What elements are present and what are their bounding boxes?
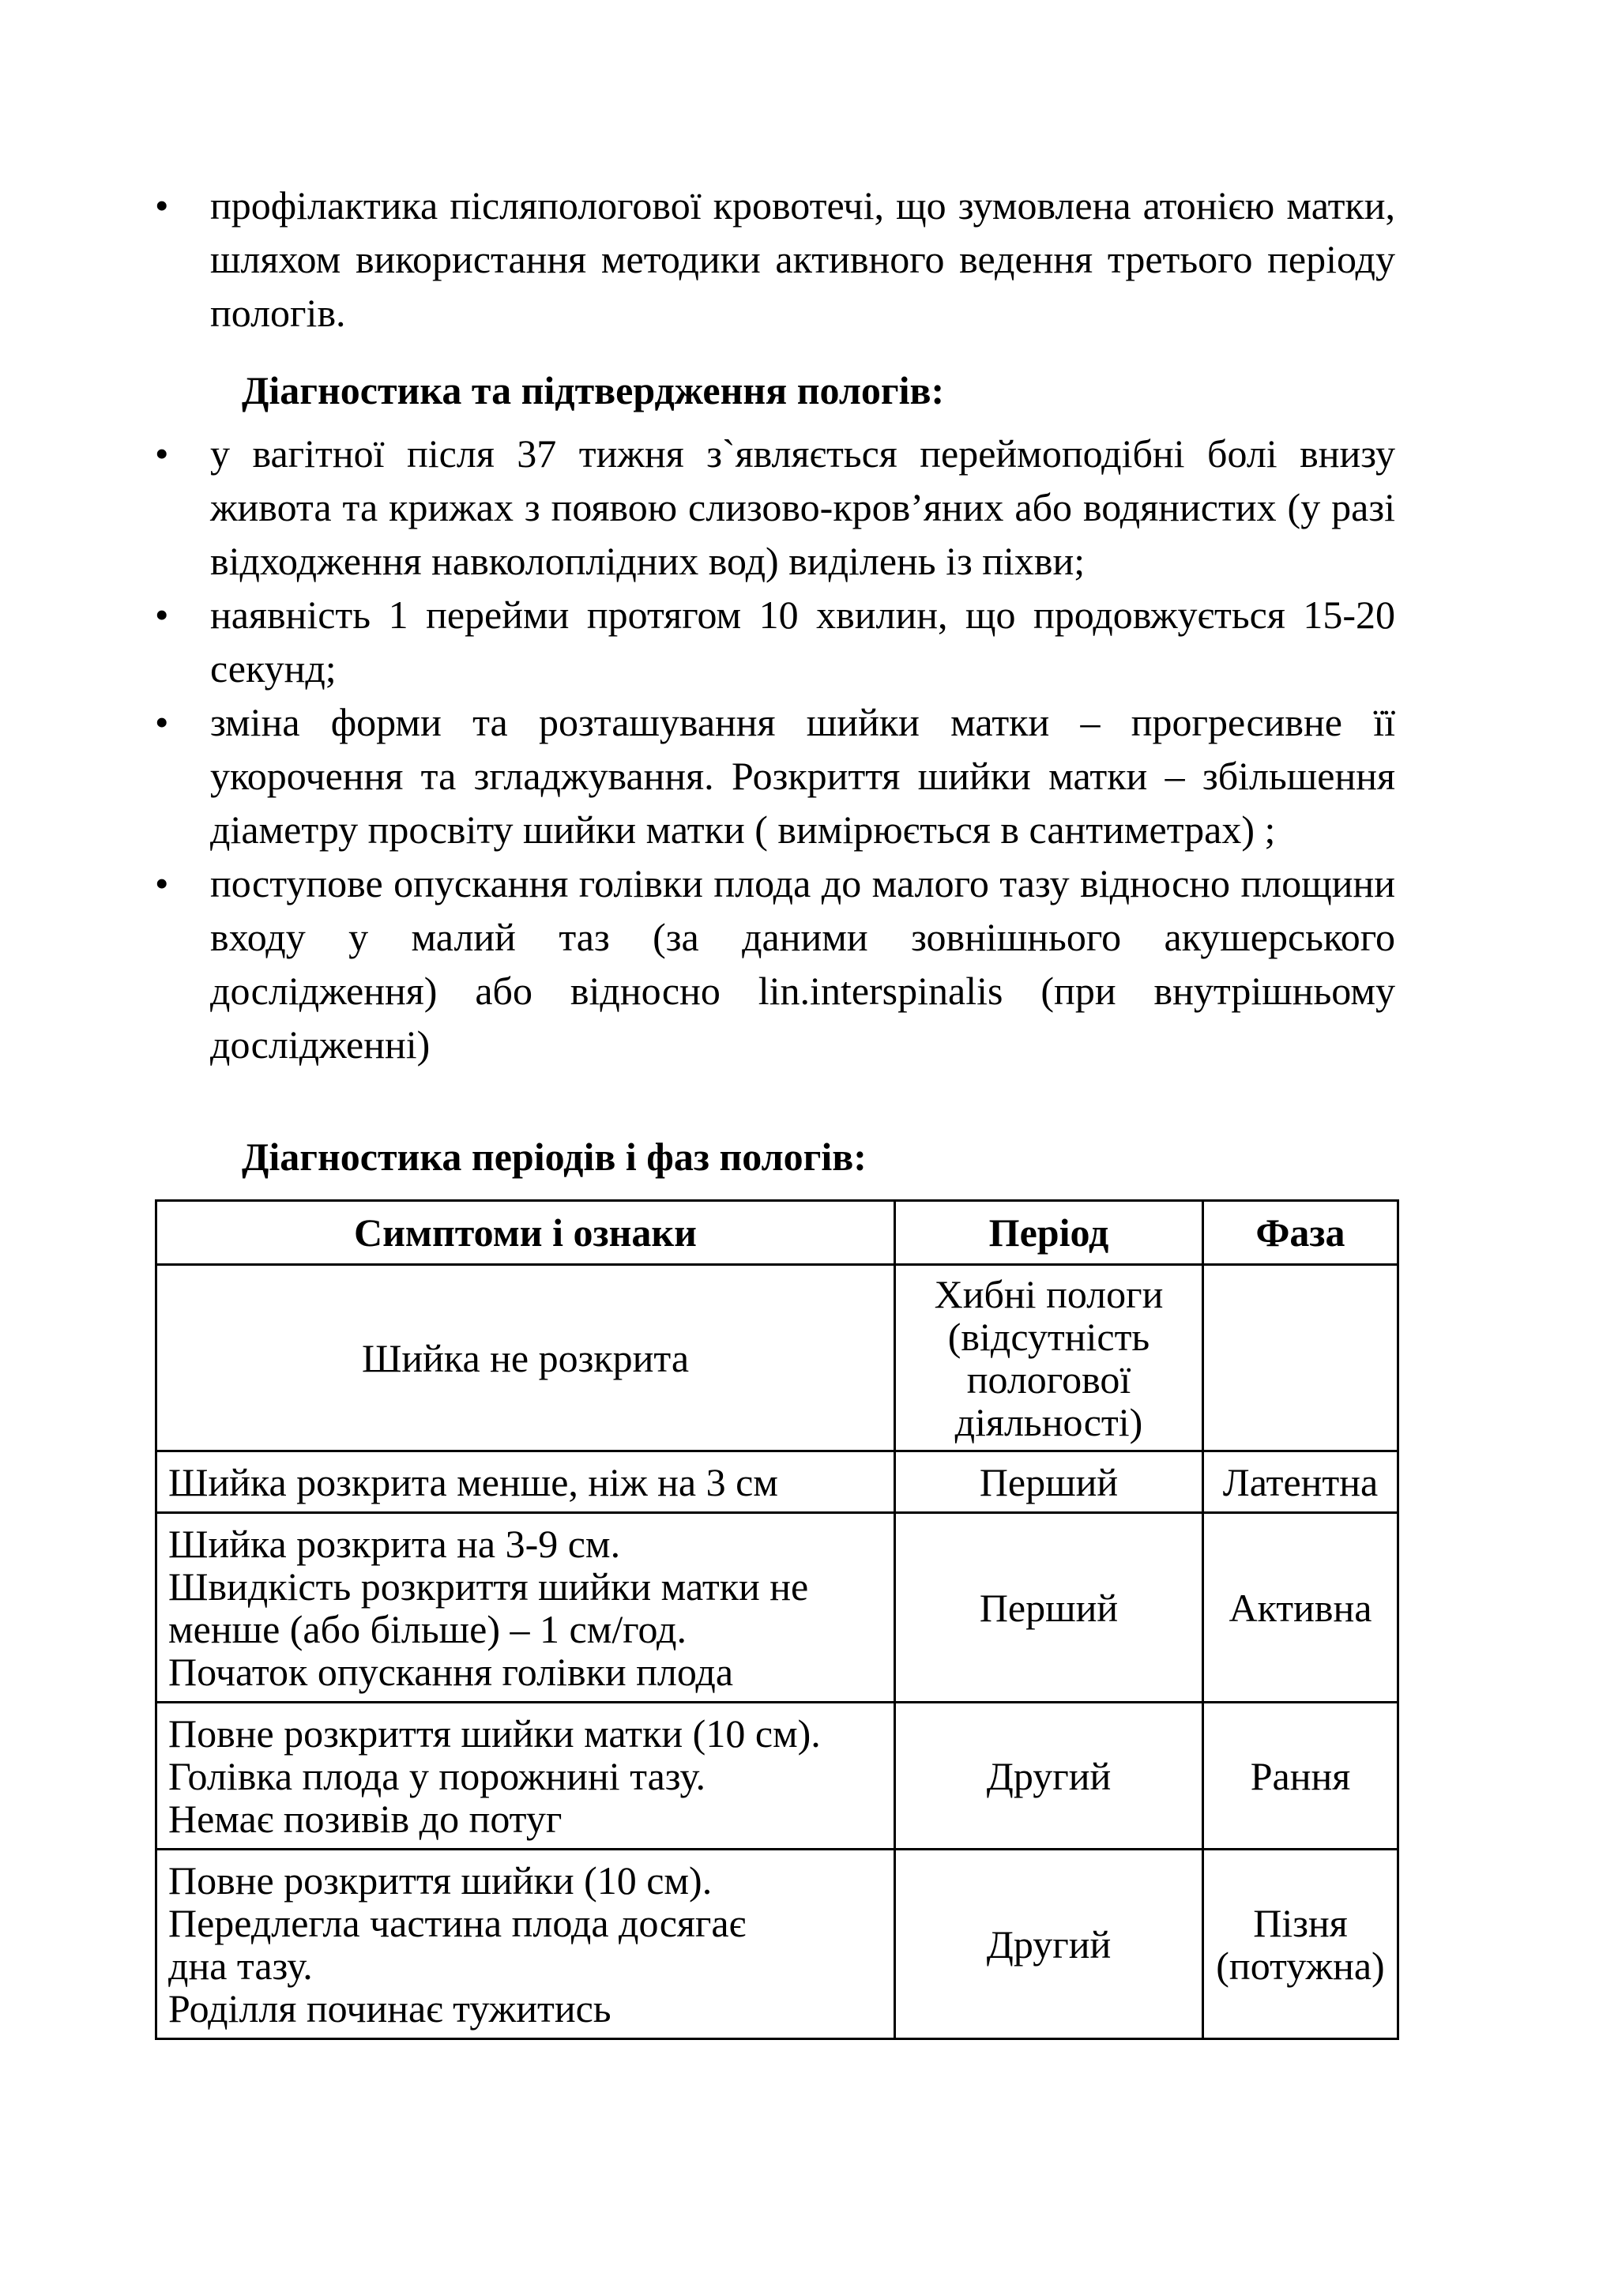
cell-phase bbox=[1203, 1850, 1398, 2039]
cell-period bbox=[895, 1265, 1203, 1451]
cell-text: (потужна) bbox=[1216, 1943, 1385, 1988]
cell-phase bbox=[1203, 1265, 1398, 1451]
bullet-text: у вагітної після 37 тижня з`являється переймоподібні болі внизу живота та крижах з появою слизово-кров’яних або водянистих (у разі відходження навколоплідних вод) виділень із піхви; bbox=[210, 431, 1395, 583]
cell-symptoms bbox=[156, 1703, 895, 1850]
table-row bbox=[156, 1265, 1398, 1451]
cell-symptoms bbox=[156, 1265, 895, 1451]
header-symptoms: Симптоми і ознаки bbox=[156, 1201, 895, 1265]
cell-text: Перший bbox=[979, 1585, 1119, 1630]
cell-text: діяльності) bbox=[954, 1399, 1143, 1444]
cell-text: Хибні пологи bbox=[934, 1271, 1164, 1316]
section-heading-periods: Діагностика періодів і фаз пологів: bbox=[242, 1135, 867, 1179]
cell-text: Шийка не розкрита bbox=[361, 1335, 690, 1380]
list-item bbox=[155, 695, 1395, 856]
cell-phase: Латентна bbox=[1203, 1451, 1398, 1513]
table-row bbox=[156, 1513, 1398, 1703]
bullet-text: поступове опускання голівки плода до малого тазу відносно площини входу у малий таз (за даними зовнішнього акушерського дослідження) або відносно lin.interspinalis (при внутрішньому дослідженні) bbox=[210, 861, 1395, 1067]
diagnostics-bullet-list bbox=[155, 427, 1395, 1071]
bullet-marker: • bbox=[155, 593, 169, 637]
cell-text: Передлегла частина плода досягає bbox=[168, 1900, 747, 1945]
bullet-marker: • bbox=[155, 431, 169, 476]
bullet-marker: • bbox=[155, 183, 169, 228]
cell-period bbox=[895, 1451, 1203, 1513]
section-heading-diagnostics: Діагностика та підтвердження пологів: bbox=[242, 368, 945, 412]
list-item bbox=[155, 856, 1395, 1071]
header-phase: Фаза bbox=[1203, 1201, 1398, 1265]
bullet-marker: • bbox=[155, 700, 169, 744]
cell-text: менше (або більше) – 1 см/год. bbox=[168, 1606, 687, 1651]
bullet-marker: • bbox=[155, 861, 169, 905]
list-item bbox=[155, 588, 1395, 695]
table-header-row bbox=[156, 1201, 1398, 1265]
cell-text: Повне розкриття шийки матки (10 см). bbox=[168, 1711, 821, 1756]
cell-text: пологової bbox=[966, 1357, 1131, 1402]
intro-bullet-block bbox=[155, 179, 1395, 340]
cell-period bbox=[895, 1703, 1203, 1850]
list-item bbox=[155, 179, 1395, 340]
cell-text: Роділля починає тужитись bbox=[168, 1985, 611, 2031]
periods-phases-table bbox=[155, 1199, 1399, 2040]
cell-period bbox=[895, 1513, 1203, 1703]
cell-symptoms bbox=[156, 1850, 895, 2039]
cell-text: Голівка плода у порожнині тазу. bbox=[168, 1753, 706, 1798]
header-period: Період bbox=[895, 1201, 1203, 1265]
cell-text: Швидкість розкриття шийки матки не bbox=[168, 1564, 809, 1609]
cell-text: (відсутність bbox=[947, 1314, 1150, 1359]
list-item bbox=[155, 427, 1395, 588]
table-row bbox=[156, 1451, 1398, 1513]
cell-text: Перший bbox=[979, 1459, 1119, 1504]
cell-text: Шийка розкрита менше, ніж на 3 см bbox=[168, 1459, 778, 1504]
cell-phase: Активна bbox=[1203, 1513, 1398, 1703]
table-row bbox=[156, 1703, 1398, 1850]
table-row bbox=[156, 1850, 1398, 2039]
bullet-text: наявність 1 перейми протягом 10 хвилин, що продовжується 15-20 секунд; bbox=[210, 593, 1395, 691]
cell-text: Другий bbox=[986, 1753, 1112, 1798]
cell-text: Повне розкриття шийки (10 см). bbox=[168, 1858, 713, 1903]
cell-symptoms bbox=[156, 1513, 895, 1703]
cell-text: дна тазу. bbox=[168, 1943, 313, 1988]
cell-text: Пізня bbox=[1253, 1900, 1348, 1945]
cell-phase: Рання bbox=[1203, 1703, 1398, 1850]
intro-bullet-text: профілактика післяпологової кровотечі, що зумовлена атонією матки, шляхом використання методики активного ведення третього періоду пологів. bbox=[210, 183, 1395, 335]
bullet-text: зміна форми та розташування шийки матки – прогресивне її укорочення та згладжування. Розкриття шийки матки – збільшення діаметру просвіту шийки матки ( вимірюється в сантиметрах) ; bbox=[210, 700, 1395, 852]
cell-text: Другий bbox=[986, 1921, 1112, 1967]
cell-symptoms bbox=[156, 1451, 895, 1513]
cell-text: Початок опускання голівки плода bbox=[168, 1649, 734, 1694]
cell-period bbox=[895, 1850, 1203, 2039]
cell-text: Шийка розкрита на 3-9 см. bbox=[168, 1521, 621, 1566]
cell-text: Немає позивів до потуг bbox=[168, 1796, 563, 1841]
